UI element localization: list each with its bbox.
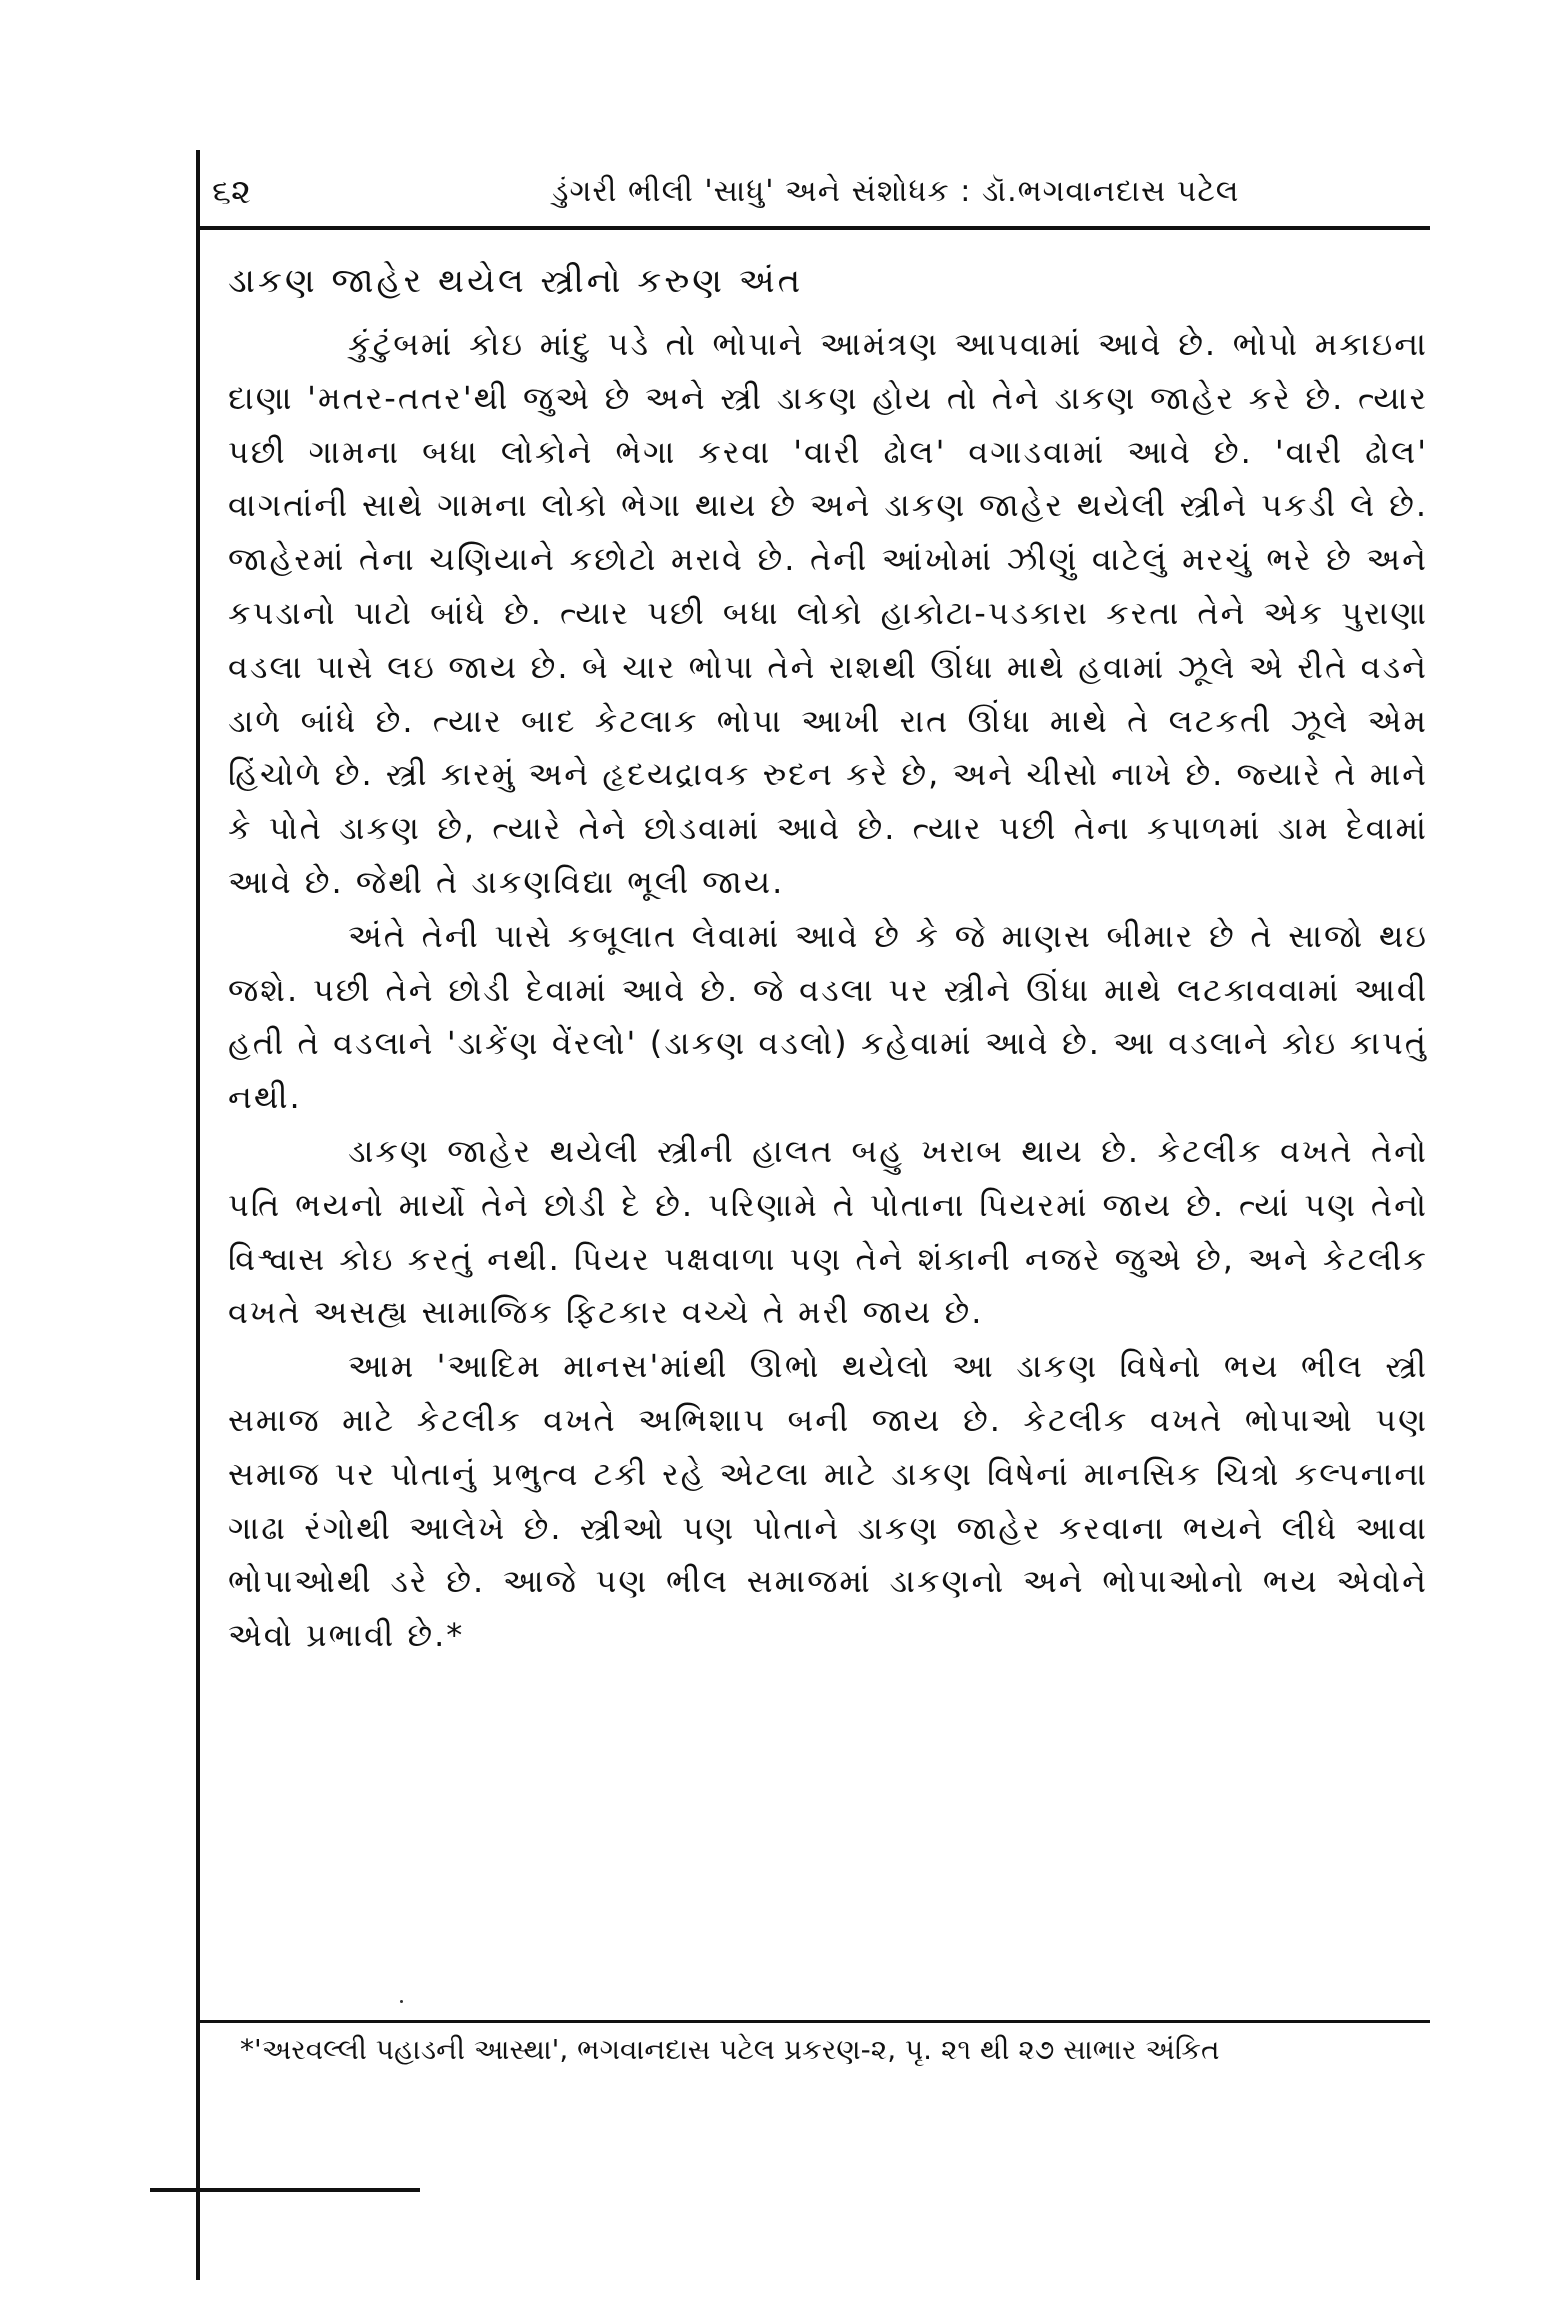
footnote-rule	[200, 2020, 1430, 2023]
margin-rule	[196, 150, 200, 2280]
bottom-rule	[150, 2188, 420, 2192]
page-number: ૬૨	[212, 172, 251, 212]
header-rule	[200, 226, 1430, 230]
section-heading: ડાકણ જાહેર થયેલ સ્ત્રીનો કરુણ અંત	[228, 261, 804, 301]
scan-speck	[400, 2000, 403, 2003]
paragraph: ડાકણ જાહેર થયેલી સ્ત્રીની હાલત બહુ ખરાબ થાય છે. કેટલીક વખતે તેનો પતિ ભયનો માર્યો તેને છોડી દે છે. પરિણામે તે પોતાના પિયરમાં જાય છે. ત્યાં પણ તેનો વિશ્વાસ કોઇ કરતું નથી. પિયર પક્ષવાળા પણ તેને શંકાની નજરે જુએ છે, અને કેટલીક વખતે અસહ્ય સામાજિક ફિટકાર વચ્ચે તે મરી જાય છે.	[228, 1131, 1428, 1332]
page-header	[200, 168, 1430, 228]
footnote: *'અરવલ્લી પહાડની આસ્થા', ભગવાનદાસ પટેલ પ્રકરણ-૨, પૃ. ૨૧ થી ૨૭ સાભાર અંકિત	[240, 2033, 1220, 2066]
paragraph: આમ 'આદિમ માનસ'માંથી ઊભો થયેલો આ ડાકણ વિષેનો ભય ભીલ સ્ત્રી સમાજ માટે કેટલીક વખતે અભિશાપ બની જાય છે. કેટલીક વખતે ભોપાઓ પણ સમાજ પર પોતાનું પ્રભુત્વ ટકી રહે એટલા માટે ડાકણ વિષેનાં માનસિક ચિત્રો કલ્પનાના ગાઢા રંગોથી આલેખે છે. સ્ત્રીઓ પણ પોતાને ડાકણ જાહેર કરવાના ભયને લીધે આવા ભોપાઓથી ડરે છે. આજે પણ ભીલ સમાજમાં ડાકણનો અને ભોપાઓનો ભય એવોને એવો પ્રભાવી છે.*	[228, 1347, 1428, 1655]
paragraph: અંતે તેની પાસે કબૂલાત લેવામાં આવે છે કે જે માણસ બીમાર છે તે સાજો થઇ જશે. પછી તેને છોડી દેવામાં આવે છે. જે વડલા પર સ્ત્રીને ઊંધા માથે લટકાવવામાં આવી હતી તે વડલાને 'ડાકેંણ વેંરલો' (ડાકણ વડલો) કહેવામાં આવે છે. આ વડલાને કોઇ કાપતું નથી.	[228, 916, 1428, 1117]
paragraph: કુંટુંબમાં કોઇ માંદુ પડે તો ભોપાને આમંત્રણ આપવામાં આવે છે. ભોપો મકાઇના દાણા 'મતર-તતર'થી જુએ છે અને સ્ત્રી ડાકણ હોય તો તેને ડાકણ જાહેર કરે છે. ત્યાર પછી ગામના બધા લોકોને ભેગા કરવા 'વારી ઢોલ' વગાડવામાં આવે છે. 'વારી ઢોલ' વાગતાંની સાથે ગામના લોકો ભેગા થાય છે અને ડાકણ જાહેર થયેલી સ્ત્રીને પકડી લે છે. જાહેરમાં તેના ચણિયાને કછોટો મરાવે છે. તેની આંખોમાં ઝીણું વાટેલું મરચું ભરે છે અને કપડાનો પાટો બાંધે છે. ત્યાર પછી બધા લોકો હાકોટા-પડકારા કરતા તેને એક પુરાણા વડલા પાસે લઇ જાય છે. બે ચાર ભોપા તેને રાશથી ઊંધા માથે હવામાં ઝૂલે એ રીતે વડને ડાળે બાંધે છે. ત્યાર બાદ કેટલાક ભોપા આખી રાત ઊંધા માથે તે લટકતી ઝૂલે એમ હિંચોળે છે. સ્ત્રી કારમું અને હૃદયદ્રાવક રુદન કરે છે, અને ચીસો નાખે છે. જ્યારે તે માને કે પોતે ડાકણ છે, ત્યારે તેને છોડવામાં આવે છે. ત્યાર પછી તેના કપાળમાં ડામ દેવામાં આવે છે. જેથી તે ડાકણવિદ્યા ભૂલી જાય.	[228, 325, 1428, 901]
running-head: ડુંગરી ભીલી 'સાધુ' અને સંશોધક : ડૉ.ભગવાનદાસ પટેલ	[552, 174, 1240, 209]
page-body	[228, 250, 1428, 1663]
